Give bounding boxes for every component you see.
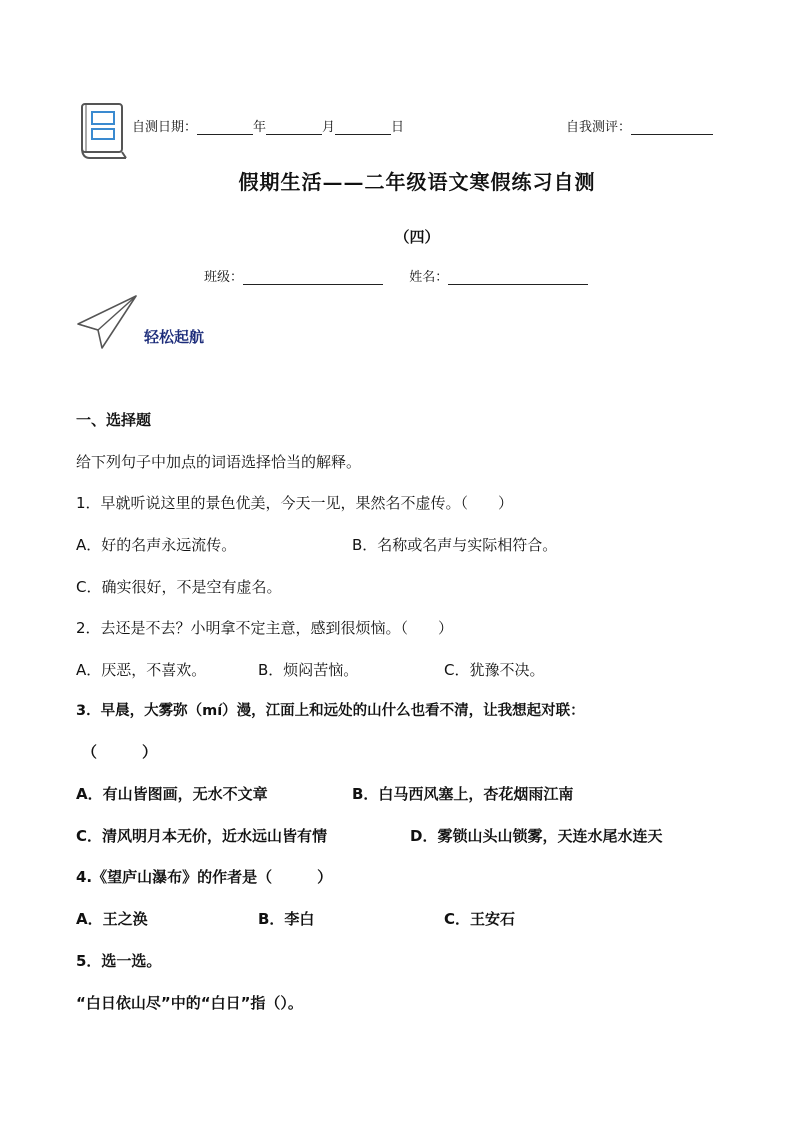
part1-heading: 一、选择题 xyxy=(76,411,152,429)
self-eval-line xyxy=(566,116,713,135)
year-blank[interactable] xyxy=(197,120,253,135)
question-1: 1．早就听说这里的景色优美，今天一见，果然名不虚传。（ ） xyxy=(76,494,514,512)
question-5: 5．选一选。 xyxy=(76,952,162,970)
self-eval-label: 自我测评： xyxy=(566,120,632,135)
section-title: 轻松起航 xyxy=(144,328,205,346)
q1-option-a[interactable]: A．好的名声永远流传。 xyxy=(76,536,237,554)
day-blank[interactable] xyxy=(335,120,391,135)
month-label: 月 xyxy=(322,120,336,135)
class-name-line xyxy=(204,266,588,285)
year-label: 年 xyxy=(253,120,267,135)
q3-option-a[interactable]: A．有山皆图画，无水不文章 xyxy=(76,785,268,803)
name-label: 姓名： xyxy=(409,270,449,285)
question-4: 4.《望庐山瀑布》的作者是（ ） xyxy=(76,868,333,886)
q2-option-a[interactable]: A．厌恶，不喜欢。 xyxy=(76,661,207,679)
month-blank[interactable] xyxy=(266,120,322,135)
book-icon xyxy=(80,102,130,160)
day-label: 日 xyxy=(391,120,405,135)
q2-option-b[interactable]: B．烦闷苦恼。 xyxy=(258,661,359,679)
q3-option-c[interactable]: C．清风明月本无价，近水远山皆有情 xyxy=(76,827,328,845)
q3-option-b[interactable]: B．白马西风塞上，杏花烟雨江南 xyxy=(352,785,574,803)
class-blank[interactable] xyxy=(243,270,383,285)
part1-instruction: 给下列句子中加点的词语选择恰当的解释。 xyxy=(76,453,362,471)
question-2: 2．去还是不去？小明拿不定主意，感到很烦恼。（ ） xyxy=(76,619,454,637)
q4-option-b[interactable]: B．李白 xyxy=(258,910,315,928)
q5-text: “白日依山尽”中的“白日”指（）。 xyxy=(76,994,303,1012)
page-subtitle: （四） xyxy=(394,228,440,246)
self-eval-blank[interactable] xyxy=(631,120,713,135)
date-label: 自测日期： xyxy=(132,120,198,135)
q1-option-c[interactable]: C．确实很好，不是空有虚名。 xyxy=(76,578,282,596)
date-line xyxy=(132,116,404,135)
q3-answer-blank[interactable]: （ ） xyxy=(82,743,158,761)
paper-plane-icon xyxy=(76,294,140,350)
q4-option-a[interactable]: A．王之涣 xyxy=(76,910,148,928)
q4-option-c[interactable]: C．王安石 xyxy=(444,910,516,928)
page-title: 假期生活——二年级语文寒假练习自测 xyxy=(238,170,596,194)
q1-option-b[interactable]: B．名称或名声与实际相符合。 xyxy=(352,536,558,554)
q3-option-d[interactable]: D．雾锁山头山锁雾，天连水尾水连天 xyxy=(410,827,663,845)
question-3: 3．早晨，大雾弥（mí）漫，江面上和远处的山什么也看不清，让我想起对联： xyxy=(76,703,585,719)
class-label: 班级： xyxy=(204,270,244,285)
q2-option-c[interactable]: C．犹豫不决。 xyxy=(444,661,545,679)
name-blank[interactable] xyxy=(448,270,588,285)
